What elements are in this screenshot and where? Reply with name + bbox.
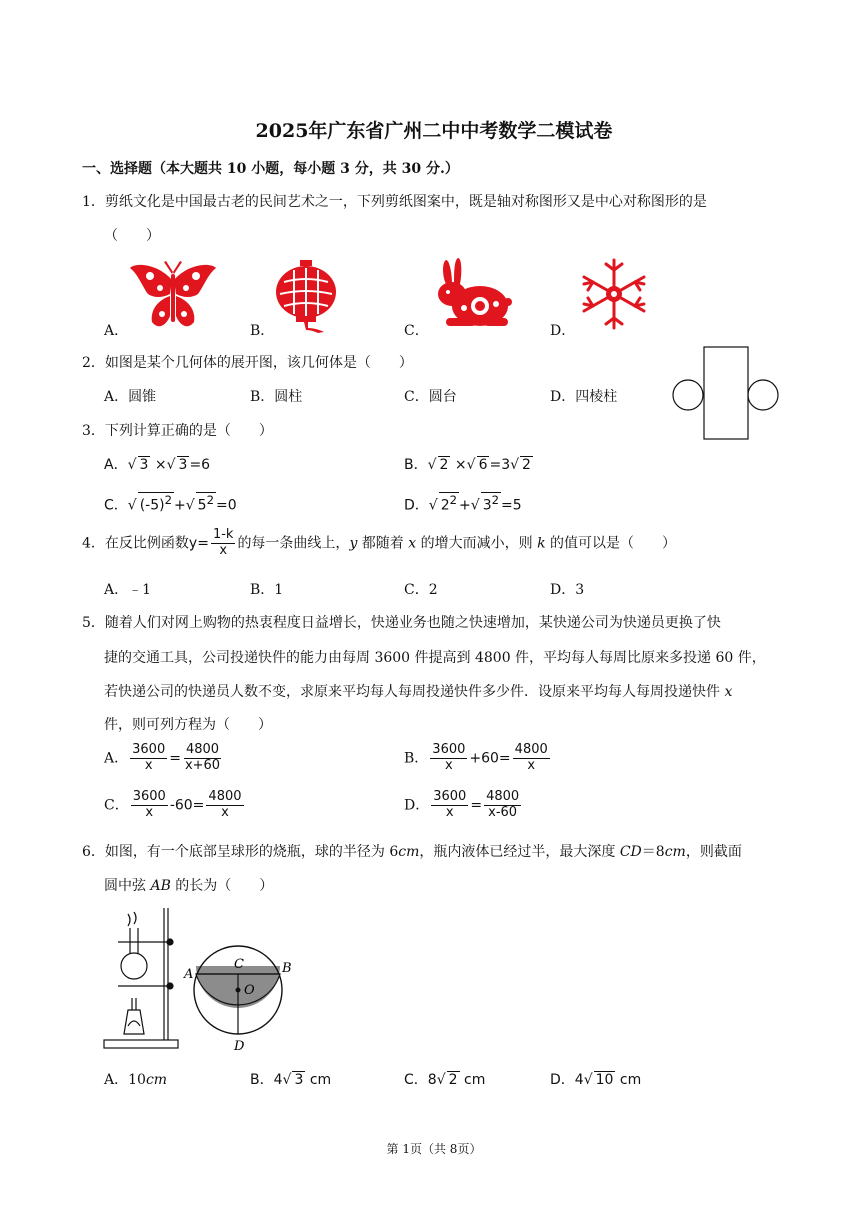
q5-option-b-label: B． [404,750,429,767]
q5-stem-line1: 5．随着人们对网上购物的热衷程度日益增长，快递业务也随之快速增加，某快递公司为快递员更换了快 [82,615,721,631]
q4-option-a: A．﹣1 [104,582,152,598]
q5-option-a-label: A． [104,750,129,767]
q3-option-a: A．√ 3 ×√ 3 =6 [104,457,211,473]
page-footer: 第 1页（共 8页） [386,1142,482,1156]
label-b: B [282,961,292,976]
q3-option-c: C．√ $(-5)^2$ +√ $5^2 =0$ [104,493,237,514]
q5-option-b: B． $\frac{3600}{x}$ +60= $\frac{4800}{x}$ [404,742,548,773]
q5-option-a: A． $\frac{3600}{x}$ = $\frac{4800}{x+60}$ [104,742,221,773]
q4-option-b: B．1 [250,582,284,598]
q1-stem-line1: 1．剪纸文化是中国最古老的民间艺术之一，下列剪纸图案中，既是轴对称图形又是中心对称图形的是 [82,194,707,210]
butterfly-papercut-image [128,260,218,334]
label-c: C [234,957,244,972]
q3-option-d: D．√ $2^2$ +√ $3^2 =5$ [404,493,522,514]
snowflake-papercut-image [576,256,652,332]
flask-stand-drawing [104,908,178,1048]
q4-stem: 4．在反比例函数y= $\frac{1-k}{x}$ 的每一条曲线上，y 都随着 x 的增大而减小，则 k 的值可以是（ ） [82,527,677,558]
center-point-o [236,988,241,993]
q2-option-c: C．圆台 [404,389,457,405]
q2-option-b: B．圆柱 [250,389,303,405]
q6-option-c: C．8√ 2 cm [404,1072,486,1088]
q5-option-c: C． $\frac{3600}{x}$ -60= $\frac{4800}{x}$ [104,789,242,820]
q6-option-a: A．10cm [104,1072,168,1088]
q3-stem: 3．下列计算正确的是（ ） [82,423,273,439]
q5-stem-line3: 若快递公司的快递员人数不变，求原来平均每人每周投递快件多少件．设原来平均每人每周投递快件 x [104,684,733,700]
q4-option-d: D．3 [550,582,585,598]
label-d: D [234,1039,245,1054]
rabbit-papercut-image [428,256,512,334]
q5-option-d-label: D． [404,797,430,814]
label-o: O [244,983,255,998]
q2-option-a: A．圆锥 [104,389,157,405]
q1-option-a-label: A． [104,323,129,339]
q2-option-d: D．四棱柱 [550,389,618,405]
flask-and-circle-figure [100,906,300,1056]
q6-stem-line2: 圆中弦 AB 的长为（ ） [104,878,274,894]
q6-option-d: D．4√ 10 cm [550,1072,642,1088]
q5-option-c-label: C． [104,797,129,814]
cylinder-net-figure [670,345,782,443]
q3-option-b-label: B． [404,457,428,473]
q1-option-d-label: D． [550,323,576,339]
q5-option-d: D． $\frac{3600}{x}$ = $\frac{4800}{x-60}$ [404,789,520,820]
q3-option-b: B．√ 2 ×√ 6 =3√ 2 [404,457,531,473]
q5-stem-line4: 件，则可列方程为（ ） [104,717,272,733]
label-a: A [184,967,194,982]
q6-stem-line1: 6．如图，有一个底部呈球形的烧瓶，球的半径为 6cm，瓶内液体已经过半，最大深度 CD＝8cm，则截面 [82,844,742,860]
q5-stem-line2: 捷的交通工具，公司投递快件的能力由每周 3600 件提高到 4800 件，平均每人每周比原来多投递 60 件， [104,650,766,666]
q3-option-d-label: D． [404,497,429,514]
q4-option-c: C．2 [404,582,438,598]
q2-stem: 2．如图是某个几何体的展开图，该几何体是（ ） [82,355,413,371]
page-title: 2025年广东省广州二中中考数学二模试卷 [255,120,613,142]
lantern-papercut-image [274,258,338,334]
q3-option-a-label: A． [104,457,128,473]
q6-option-b: B．4√ 3 cm [250,1072,332,1088]
q1-option-b-label: B． [250,323,275,339]
q3-option-c-label: C． [104,497,128,514]
section-heading: 一、选择题（本大题共 10 小题，每小题 3 分，共 30 分.） [82,161,459,177]
q1-stem-line2: （ ） [104,228,160,244]
q1-option-c-label: C． [404,323,429,339]
